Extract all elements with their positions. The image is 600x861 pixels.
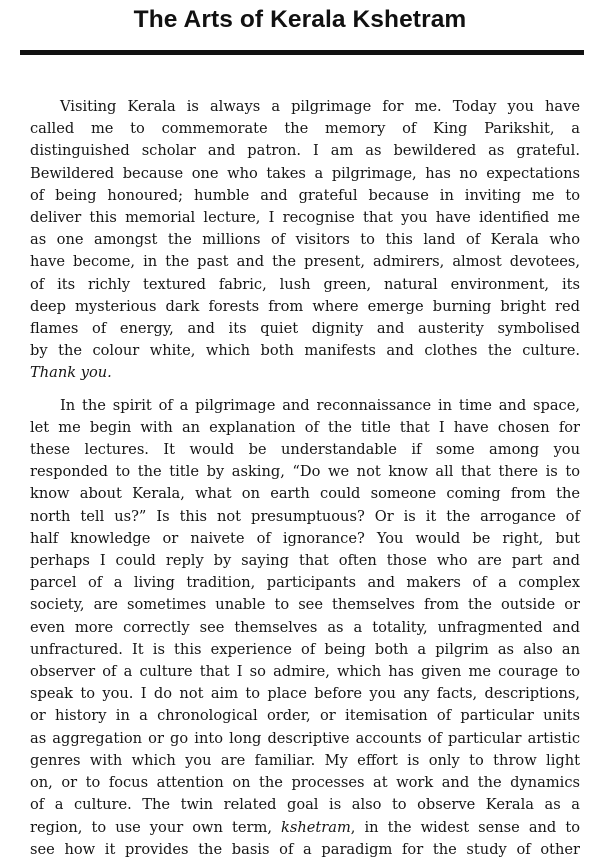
text-line: Bewildered because one who takes a pilgrimage, has no expectations bbox=[30, 164, 580, 182]
text-line: observer of a culture that I so admire, which has given me courage to bbox=[30, 663, 580, 681]
text-line: or history in a chronological order, or itemisation of particular units bbox=[30, 707, 580, 725]
text-line: society, are sometimes unable to see themselves from the outside or bbox=[30, 596, 580, 614]
text-line: deliver this memorial lecture, I recognise that you have identified me bbox=[30, 209, 580, 227]
text-line: half knowledge or naivete of ignorance? You would be right, but bbox=[30, 529, 580, 547]
kshetram-emphasis: kshetram bbox=[281, 818, 351, 836]
text-line: distinguished scholar and patron. I am as bewildered as grateful. bbox=[30, 142, 580, 160]
paragraph-1 bbox=[30, 96, 580, 385]
text-line: know about Kerala, what on earth could someone coming from the bbox=[30, 485, 580, 503]
text-line: even more correctly see themselves as a totality, unfragmented and bbox=[30, 618, 580, 636]
text-line: of being honoured; humble and grateful because in inviting me to bbox=[30, 186, 580, 204]
text-fragment: region, to use your own term, bbox=[30, 818, 282, 836]
text-line: these lectures. It would be understandable if some among you bbox=[30, 441, 580, 459]
text-line: on, or to focus attention on the processes at work and the dynamics bbox=[30, 774, 580, 792]
text-line: called me to commemorate the memory of King Parikshit, a bbox=[30, 120, 580, 138]
text-line: flames of energy, and its quiet dignity and austerity symbolised bbox=[30, 320, 580, 338]
text-line: deep mysterious dark forests from where emerge burning bright red bbox=[30, 297, 580, 315]
text-line: parcel of a living tradition, participants and makers of a complex bbox=[30, 574, 580, 592]
text-line: by the colour white, which both manifests and clothes the culture. bbox=[30, 342, 580, 360]
body-text bbox=[30, 96, 580, 861]
text-line: let me begin with an explanation of the title that I have chosen for bbox=[30, 418, 580, 436]
text-line: as aggregation or go into long descriptive accounts of particular artistic bbox=[30, 729, 580, 747]
text-line: In the spirit of a pilgrimage and reconnaissance in time and space, bbox=[60, 396, 580, 414]
text-line: speak to you. I do not aim to place before you any facts, descriptions, bbox=[30, 685, 580, 703]
text-line: of a culture. The twin related goal is also to observe Kerala as a bbox=[30, 796, 580, 814]
text-line: perhaps I could reply by saying that often those who are part and bbox=[30, 552, 580, 570]
text-line bbox=[30, 817, 580, 839]
text-line: unfractured. It is this experience of being both a pilgrim as also an bbox=[30, 640, 580, 658]
text-line: genres with which you are familiar. My effort is only to throw light bbox=[30, 751, 580, 769]
text-line: of its richly textured fabric, lush green, natural environment, its bbox=[30, 275, 580, 293]
text-line: see how it provides the basis of a paradigm for the study of other bbox=[30, 840, 580, 858]
text-line-italic: Thank you. bbox=[30, 364, 112, 382]
page-title: The Arts of Kerala Kshetram bbox=[133, 6, 467, 33]
text-line: Visiting Kerala is always a pilgrimage for me. Today you have bbox=[60, 98, 580, 115]
text-line: have become, in the past and the present, admirers, almost devotees, bbox=[30, 253, 580, 271]
text-fragment: , in the widest sense and to bbox=[350, 818, 580, 836]
paragraph-2 bbox=[30, 395, 580, 861]
text-line: as one amongst the millions of visitors to this land of Kerala who bbox=[30, 231, 580, 249]
text-line: responded to the title by asking, “Do we not know all that there is to bbox=[30, 463, 580, 481]
title-rule bbox=[20, 50, 584, 55]
text-line: north tell us?” Is this not presumptuous? Or is it the arrogance of bbox=[30, 507, 580, 525]
